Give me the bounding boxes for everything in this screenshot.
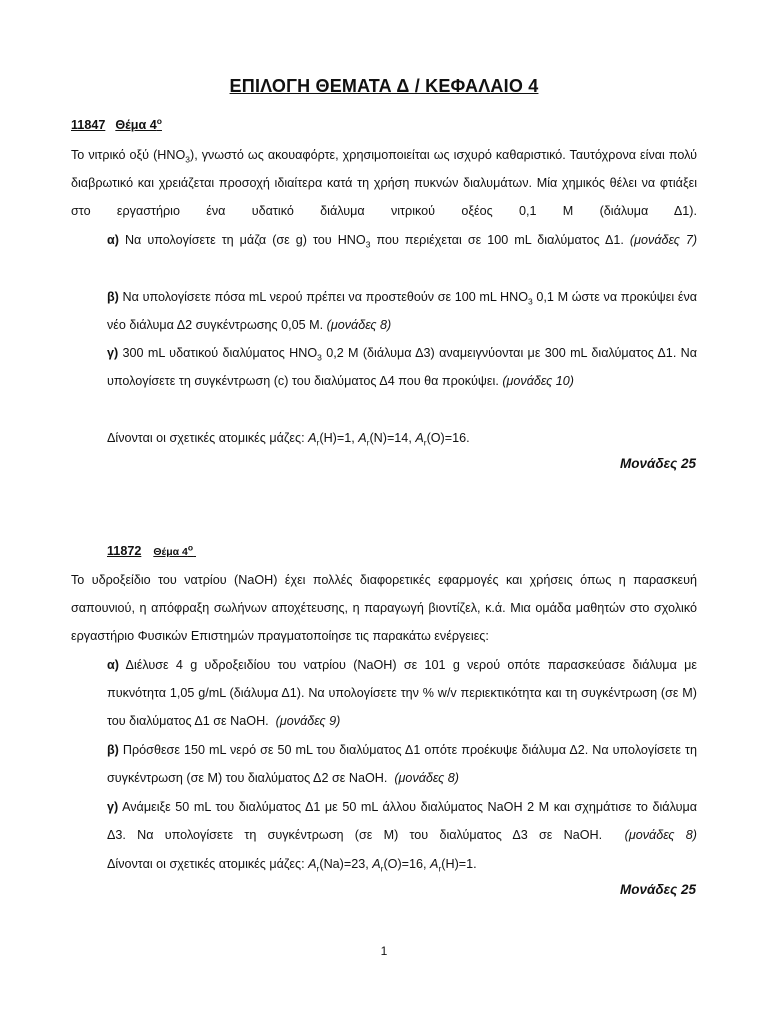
q2-part-a-marks: (μονάδες 9) [275,714,341,729]
q1-part-c: γ) 300 mL υδατικού διαλύματος $HNO_3$ 0,2 M (διάλυμα Δ3) αναμειγνύονται με 300 mL διαλύματος Δ1. Να υπολογίσετε τη συγκέντρωση (c) του διαλύματος Δ4 που θα προκύψει. (μονάδες 10) [107,346,697,389]
q2-part-b: β) Πρόσθεσε 150 mL νερό σε 50 mL του διαλύματος Δ1 οπότε προέκυψε διάλυμα Δ2. Να υπολογίσετε τη συγκέντρωση (σε M) του διαλύματος Δ2 σε NaOH. (μονάδες 8) [107,743,697,786]
q1-part-a: α) Να υπολογίσετε τη μάζα (σε g) του $HNO_3$ που περιέχεται σε 100 mL διαλύματος Δ1. (μονάδες 7) [107,233,698,250]
q1-intro: Το νιτρικό οξύ $(HNO_3)$, γνωστό ως ακουαφόρτε, χρησιμοποιείται ως ισχυρό καθαριστικό. Ταυτόχρονα είναι πολύ διαβρωτικό και χρειάζεται προσοχή ιδιαίτερα κατά τη χρήση πυκνών διαλυμάτων. Μία χημικός θέλει να φτιάξει στο εργαστήριο ένα υδατικό διάλυμα νιτρικού οξέος 0,1 M (διάλυμα Δ1). [71,148,698,219]
q2-part-b-marks: (μονάδες 8) [394,771,459,786]
q1-given-masses: Δίνονται οι σχετικές ατομικές μάζες: $A_r(H)=1$, $A_r(N)=14$, $A_r(O)=16$. [107,431,470,448]
page-number: 1 [380,944,388,958]
q1-part-b-marks: (μονάδες 8) [326,318,392,333]
q1-heading [71,115,162,132]
q2-part-a: α) Διέλυσε 4 g υδροξειδίου του νατρίου (NaOH) σε 101 g νερού οπότε παρασκεύασε διάλυμα με πυκνότητα 1,05 g/mL (διάλυμα Δ1). Να υπολογίσετε την % w/v περιεκτικότητα και τη συγκέντρωση (σε M) του διαλύματος Δ1 σε NaOH. (μονάδες 9) [107,658,697,729]
q1-part-a-marks: (μονάδες 7) [629,233,698,247]
q2-part-c-marks: (μονάδες 8) [624,828,697,843]
q2-total-marks: Μονάδες 25 [619,882,696,897]
q2-code: 11872 [107,544,142,558]
q1-code: 11847 [71,118,106,132]
q1-total-marks: Μονάδες 25 [619,456,696,471]
q2-label: Θέμα $4^o$ [153,542,194,558]
q2-intro: Το υδροξείδιο του νατρίου (NaOH) έχει πολλές διαφορετικές εφαρμογές και χρήσεις όπως η παρασκευή σαπουνιού, η απόφραξη σωλήνων αποχέτευσης, η παραγωγή βιοντίζελ, κ.ά. Μια ομάδα μαθητών στο σχολικό εργαστήριο Φυσικών Επιστημών πραγματοποίησε τις παρακάτω ενέργειες: [71,573,697,644]
q1-part-b: β) Να υπολογίσετε πόσα mL νερού πρέπει να προστεθούν σε 100 mL $HNO_3$ 0,1 M ώστε να προκύψει ένα νέο διάλυμα Δ2 συγκέντρωσης 0,05 M. (μονάδες 8) [107,290,698,333]
q2-heading [107,544,196,558]
q2-given-masses: Δίνονται οι σχετικές ατομικές μάζες: $A_r(Na)=23$, $A_r(O)=16$, $A_r(H)=1$. [107,857,477,874]
q2-part-c: γ) Ανάμειξε 50 mL του διαλύματος Δ1 με 50 mL άλλου διαλύματος NaOH 2 M και σχημάτισε το διάλυμα Δ3. Να υπολογίσετε τη συγκέντρωση (σε M) του διαλύματος Δ3 σε NaOH. (μονάδες 8) [107,800,698,843]
q1-label: Θέμα $4^o$ [115,115,162,132]
page-title: ΕΠΙΛΟΓΗ ΘΕΜΑΤΑ Δ / ΚΕΦΑΛΑΙΟ 4 [229,76,539,96]
q1-part-c-marks: (μονάδες 10) [502,374,574,389]
